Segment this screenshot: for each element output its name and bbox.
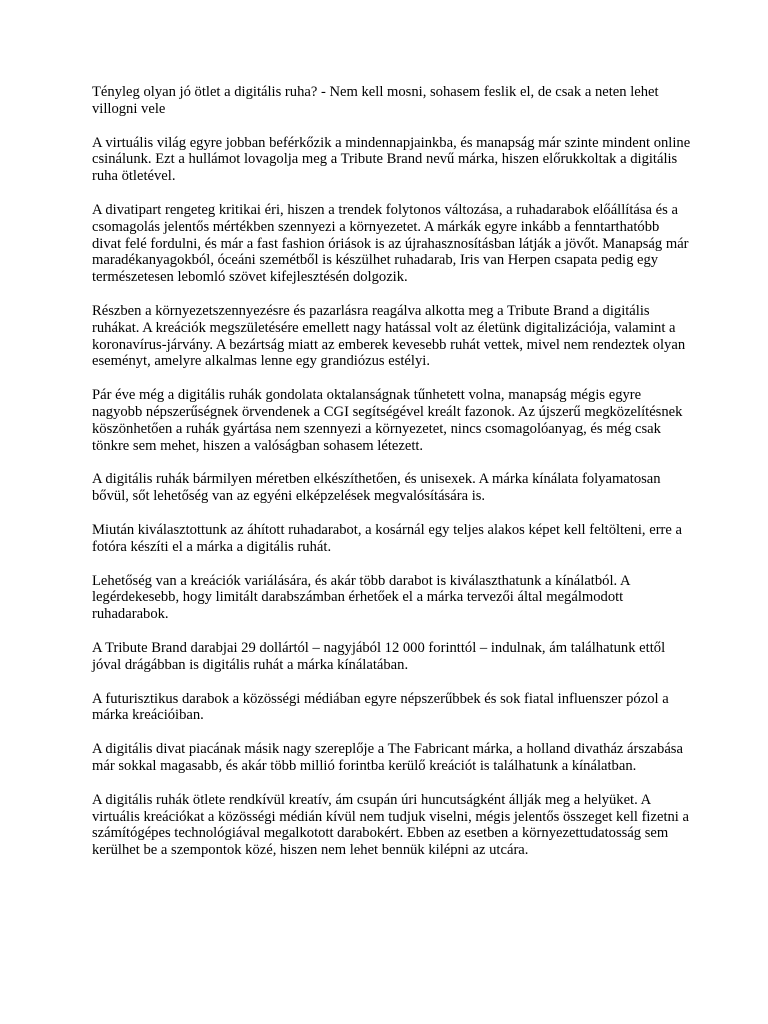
paragraph: Pár éve még a digitális ruhák gondolata oktalanságnak tűnhetett volna, manapság mégis egyre nagyobb népszerűségnek örvendenek a CGI segítségével kreált fazonok. Az újszerű megközelítésnek köszönhetően a ruhák gyártása nem szennyezi a környezetet, nincs csomagolóanyag, és még csak tönkre sem mehet, hiszen a valóságban sohasem létezett. <box>92 387 683 454</box>
paragraph: A virtuális világ egyre jobban beférkőzik a mindennapjainkba, és manapság már szinte mindent online csinálunk. Ezt a hullámot lovagolja meg a Tribute Brand nevű márka, hiszen előrukkoltak a digitális ruha ötletével. <box>92 134 691 185</box>
paragraph: A divatipart rengeteg kritikai éri, hiszen a trendek folytonos változása, a ruhadarabok előállítása és a csomagolás jelentős mértékben szennyezi a környezetet. A márkák egyre inkább a fenntarthatóbb divat felé fordulni, és már a fast fashion óriások is az újrahasznosításban látják a jövőt. Manapság már maradékanyagokból, óceáni szemétből is készülhet ruhadarab, Iris van Herpen csapata pedig egy természetesen lebomló szövet kifejlesztésén dolgozik. <box>92 201 689 286</box>
paragraph: Részben a környezetszennyezésre és pazarlásra reagálva alkotta meg a Tribute Brand a digitális ruhákat. A kreációk megszületésére emellett nagy hatással volt az életünk digitalizációja, valamint a koronavírus-járvány. A bezártság miatt az emberek kevesebb ruhát vettek, mivel nem rendeztek olyan eseményt, amelyre alkalmas lenne egy grandiózus estélyi. <box>92 302 686 370</box>
paragraph: A digitális divat piacának másik nagy szereplője a The Fabricant márka, a holland divatház árszabása már sokkal magasabb, és akár több millió forintba kerülő kreációt is találhatunk a kínálatban. <box>92 741 683 774</box>
document-page <box>92 84 692 876</box>
paragraph: A futurisztikus darabok a közösségi médiában egyre népszerűbbek és sok fiatal influenszer pózol a márka kreációiban. <box>92 690 669 724</box>
paragraph: Miután kiválasztottunk az áhított ruhadarabot, a kosárnál egy teljes alakos képet kell feltölteni, erre a fotóra készíti el a márka a digitális ruhát. <box>92 521 683 555</box>
paragraph: A digitális ruhák ötlete rendkívül kreatív, ám csupán úri huncutságként állják meg a helyüket. A virtuális kreációkat a közösségi médián kívül nem tudjuk viselni, mégis jelentős összeget kell fizetni a számítógépes technológiával megalkotott darabokért. Ebben az esetben a környezettudatosság sem kerülhet be a szempontok közé, hiszen nem lehet bennük kilépni az utcára. <box>92 791 689 859</box>
document-title: Tényleg olyan jó ötlet a digitális ruha? - Nem kell mosni, sohasem feslik el, de csak a neten lehet villogni vele <box>92 84 659 117</box>
paragraph: A Tribute Brand darabjai 29 dollártól – nagyjából 12 000 forinttól – indulnak, ám találhatunk ettől jóval drágábban is digitális ruhát a márka kínálatában. <box>92 639 666 673</box>
paragraph: A digitális ruhák bármilyen méretben elkészíthetően, és unisexek. A márka kínálata folyamatosan bővül, sőt lehetőség van az egyéni elképzelések megvalósítására is. <box>92 471 661 505</box>
paragraph: Lehetőség van a kreációk variálására, és akár több darabot is kiválaszthatunk a kínálatból. A legérdekesebb, hogy limitált darabszámban érhetőek el a márka tervezői által megálmodott ruhadarabok. <box>92 572 630 623</box>
